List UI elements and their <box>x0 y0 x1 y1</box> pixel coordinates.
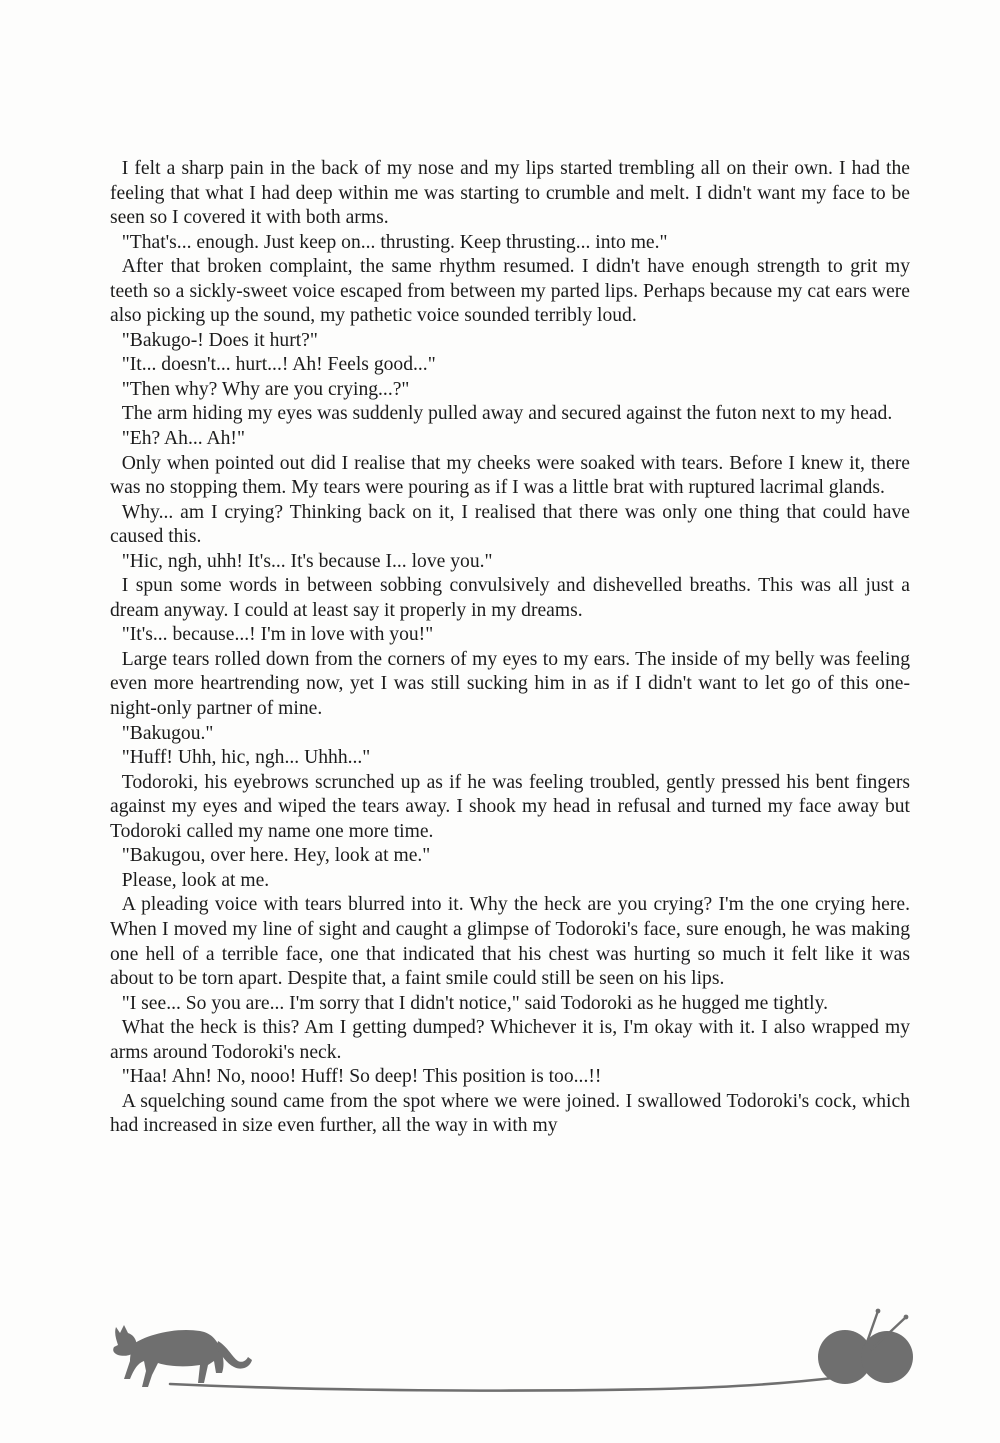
paragraph: Todoroki, his eyebrows scrunched up as if he was feeling troubled, gently pressed his bent fingers against my eyes and wiped the tears away. I shook my head in refusal and turned my face away but Todoroki called my name one more time. <box>110 771 910 842</box>
paragraph: "Huff! Uhh, hic, ngh... Uhhh..." <box>121 747 371 769</box>
cat-silhouette-icon <box>113 1325 252 1387</box>
paragraph: "Bakugou, over here. Hey, look at me." <box>121 845 431 867</box>
paragraph: "Then why? Why are you crying...?" <box>121 378 410 400</box>
paragraph: "Hic, ngh, uhh! It's... It's because I... love you." <box>121 550 493 572</box>
paragraph: What the heck is this? Am I getting dumped? Whichever it is, I'm okay with it. I also wrapped my arms around Todoroki's neck. <box>110 1017 910 1063</box>
paragraph: "That's... enough. Just keep on... thrusting. Keep thrusting... into me." <box>121 231 668 253</box>
paragraph: After that broken complaint, the same rhythm resumed. I didn't have enough strength to grit my teeth so a sickly-sweet voice escaped from between my parted lips. Perhaps because my cat ears were also picking up the sound, my pathetic voice sounded terribly loud. <box>110 256 910 327</box>
paragraph: A squelching sound came from the spot where we were joined. I swallowed Todoroki's cock, which had increased in size even further, all the way in with my <box>110 1090 910 1137</box>
body-text <box>110 157 910 1139</box>
paragraph: Please, look at me. <box>121 869 270 891</box>
paragraph: "It's... because...! I'm in love with you!" <box>121 624 434 646</box>
paragraph: Why... am I crying? Thinking back on it, I realised that there was only one thing that could have caused this. <box>110 501 910 548</box>
footer-ornament <box>100 1305 940 1405</box>
paragraph: "Eh? Ah... Ah!" <box>121 428 245 450</box>
paragraph: I felt a sharp pain in the back of my nose and my lips started trembling all on their own. I had the feeling that what I had deep within me was starting to crumble and melt. I didn't want my face to be seen so I covered it with both arms. <box>110 158 910 229</box>
paragraph: Large tears rolled down from the corners of my eyes to my ears. The inside of my belly was feeling even more heartrending now, yet I was still sucking him in as if I didn't want to let go of this one-night-only partner of mine. <box>110 648 910 720</box>
paragraph: "It... doesn't... hurt...! Ah! Feels good..." <box>121 354 436 376</box>
paragraph: Only when pointed out did I realise that my cheeks were soaked with tears. Before I knew it, there was no stopping them. My tears were pouring as if I was a little brat with ruptured lacrimal glands. <box>110 452 910 499</box>
thread-line <box>170 1377 842 1391</box>
paragraph: "Haa! Ahn! No, nooo! Huff! So deep! This position is too...!! <box>121 1066 602 1088</box>
paragraph: "I see... So you are... I'm sorry that I didn't notice," said Todoroki as he hugged me tightly. <box>121 992 828 1014</box>
paragraph: A pleading voice with tears blurred into it. Why the heck are you crying? I'm the one crying here. When I moved my line of sight and caught a glimpse of Todoroki's face, sure enough, he was making one hell of a terrible face, one that indicated that his chest was hurting so much it felt like it was about to be torn apart. Despite that, a faint smile could still be seen on his lips. <box>110 894 910 990</box>
paragraph: "Bakugou." <box>121 722 214 744</box>
paragraph: The arm hiding my eyes was suddenly pulled away and secured against the futon next to my head. <box>121 403 893 425</box>
yarn-balls-icon <box>818 1309 913 1384</box>
paragraph: "Bakugo-! Does it hurt?" <box>121 329 318 351</box>
paragraph: I spun some words in between sobbing convulsively and dishevelled breaths. This was all just a dream anyway. I could at least say it properly in my dreams. <box>110 575 910 621</box>
